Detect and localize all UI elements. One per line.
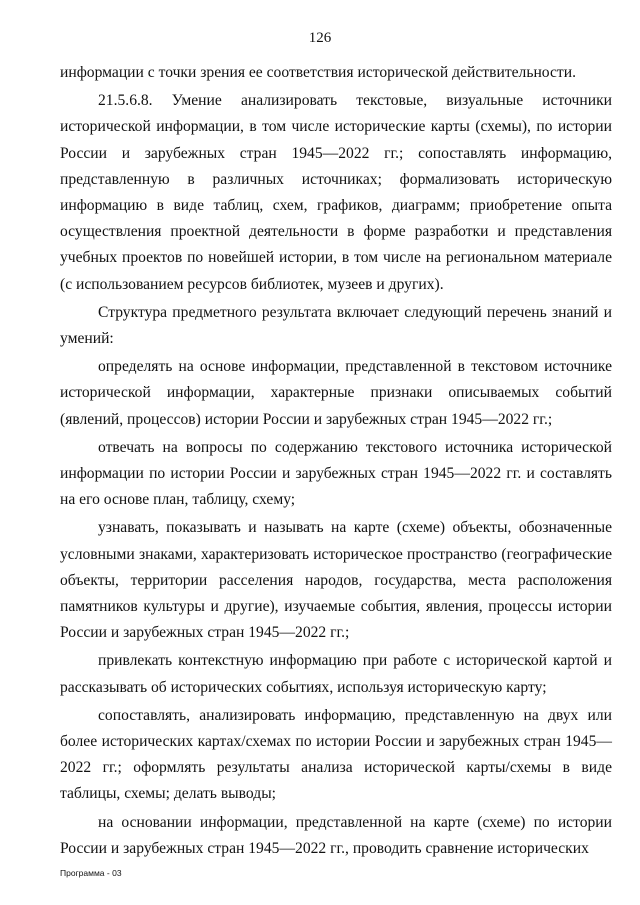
document-body [60, 60, 612, 864]
page-number: 126 [308, 30, 332, 46]
page-footer: Программа - 03 [60, 868, 122, 878]
paragraph-structure-intro: Структура предметного результата включает следующий перечень знаний и умений: [60, 303, 612, 348]
list-item-context-information: привлекать контекстную информацию при работе с исторической картой и рассказывать об исторических событиях, используя историческую карту; [60, 652, 612, 696]
paragraph-skill-21-5-6-8: 21.5.6.8. Умение анализировать текстовые, визуальные источники исторической информации, в том числе исторические карты (схемы), по истории России и зарубежных стран 1945—2022 гг.; сопоставлять информацию, представленную в различных источниках; формализовать историческую информацию в виде таблиц, схем, графиков, диаграмм; приобретение опыта осуществления проектной деятельности в форме разработки и представления учебных проектов по новейшей истории, в том числе на региональном материале (с использованием ресурсов библиотек, музеев и других). [60, 92, 612, 293]
paragraph-continuation: информации с точки зрения ее соответствия исторической действительности. [60, 64, 576, 81]
list-item-map-comparison: на основании информации, представленной на карте (схеме) по истории России и зарубежных стран 1945—2022 гг., проводить сравнение исторических [60, 813, 612, 857]
list-item-map-objects: узнавать, показывать и называть на карте (схеме) объекты, обозначенные условными знаками, характеризовать историческое пространство (географические объекты, территории расселения народов, государства, места расположения памятников культуры и другие), изучаемые события, явления, процессы истории России и зарубежных стран 1945—2022 гг.; [60, 519, 612, 642]
list-item-answer-questions: отвечать на вопросы по содержанию текстового источника исторической информации по истории России и зарубежных стран 1945—2022 гг. и составлять на его основе план, таблицу, схему; [60, 438, 612, 509]
list-item-identify-features: определять на основе информации, представленной в текстовом источнике исторической информации, характерные признаки описываемых событий (явлений, процессов) истории России и зарубежных стран 1945—2022 гг.; [60, 358, 612, 428]
list-item-compare-maps: сопоставлять, анализировать информацию, представленную на двух или более исторических картах/схемах по истории России и зарубежных стран 1945—2022 гг.; оформлять результаты анализа исторической карты/схемы в виде таблицы, схемы; делать выводы; [60, 706, 612, 803]
